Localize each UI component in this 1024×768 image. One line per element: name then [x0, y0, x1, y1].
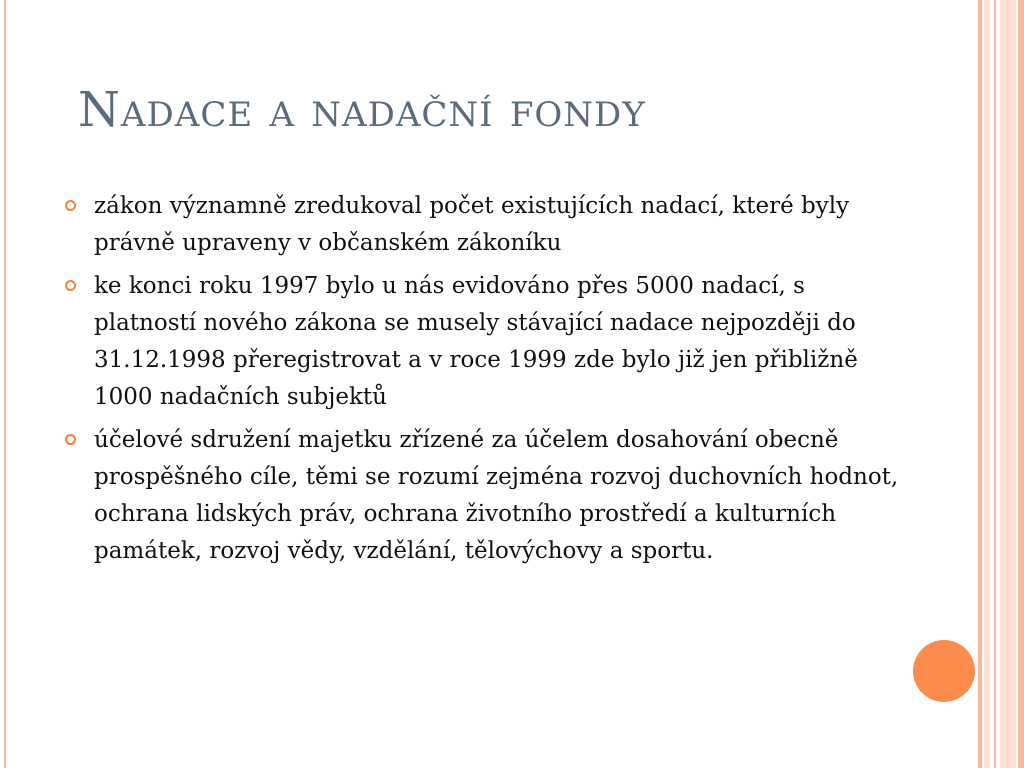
- bullet-text: ke konci roku 1997 bylo u nás evidováno přes 5000 nadací, s platností nového zákona se musely stávající nadace nejpozději do 31.12.1998 přeregistrovat a v roce 1999 zde bylo již jen přibližně 1000 nadačních subjektů: [94, 273, 858, 410]
- bullet-circle-icon: [65, 434, 76, 445]
- decorative-circle: [913, 640, 975, 702]
- right-stripe-2: [984, 0, 990, 768]
- left-frame-line: [4, 0, 6, 768]
- bullet-text: zákon významně zredukoval počet existujících nadací, které byly právně upraveny v občanském zákoníku: [94, 193, 850, 256]
- bullet-circle-icon: [65, 280, 76, 291]
- right-stripe-5: [1018, 0, 1024, 768]
- right-stripe-3: [994, 0, 996, 768]
- bullet-item: [64, 188, 914, 262]
- right-stripe-1: [978, 0, 982, 768]
- bullet-text: účelové sdružení majetku zřízené za účelem dosahování obecně prospěšného cíle, těmi se rozumí zejména rozvoj duchovních hodnot, ochrana lidských práv, ochrana životního prostředí a kulturních památek, rozvoj vědy, vzdělání, tělovýchovy a sportu.: [94, 427, 899, 564]
- bullet-item: [64, 422, 914, 570]
- slide-title: Nadace a nadační fondy: [78, 82, 646, 138]
- bullet-list: [64, 188, 914, 576]
- right-stripe-4: [1000, 0, 1016, 768]
- bullet-item: [64, 268, 914, 416]
- bullet-circle-icon: [65, 200, 76, 211]
